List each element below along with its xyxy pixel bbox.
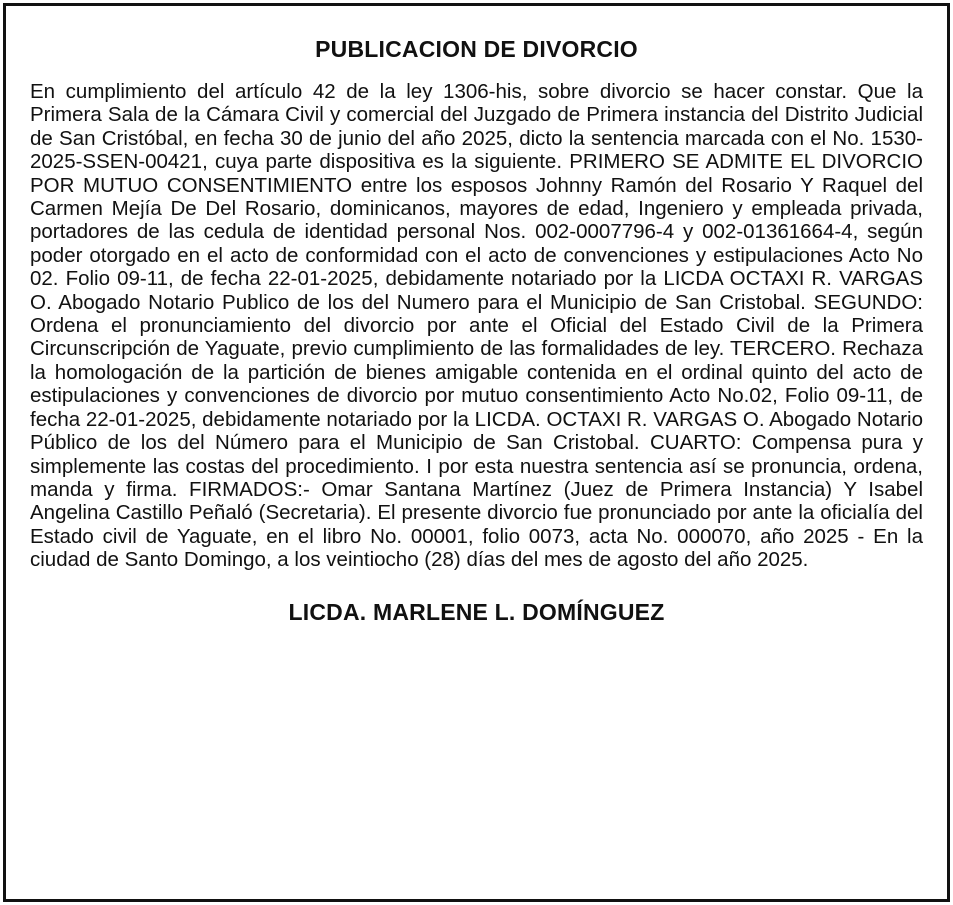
divorce-notice: [3, 3, 950, 902]
notice-body: En cumplimiento del artículo 42 de la ley 1306-his, sobre divorcio se hacer constar. Que la Primera Sala de la Cámara Civil y comercial del Juzgado de Primera instancia del Distrito Judicial de San Cristóbal, en fecha 30 de junio del año 2025, dicto la sentencia marcada con el No. 1530-2025-SSEN-00421, cuya parte dispositiva es la siguiente. PRIMERO SE ADMITE EL DIVORCIO POR MUTUO CONSENTIMIENTO entre los esposos Johnny Ramón del Rosario Y Raquel del Carmen Mejía De Del Rosario, dominicanos, mayores de edad, Ingeniero y empleada privada, portadores de las cedula de identidad personal Nos. 002-0007796-4 y 002-01361664-4, según poder otorgado en el acto de conformidad con el acto de convenciones y estipulaciones Acto No 02. Folio 09-11, de fecha 22-01-2025, debidamente notariado por la LICDA OCTAXI R. VARGAS O. Abogado Notario Publico de los del Numero para el Municipio de San Cristobal. SEGUNDO: Ordena el pronunciamiento del divorcio por ante el Oficial del Estado Civil de la Primera Circunscripción de Yaguate, previo cumplimiento de las formalidades de ley. TERCERO. Rechaza la homologación de la partición de bienes amigable contenida en el ordinal quinto del acto de estipulaciones y convenciones de divorcio por mutuo consentimiento Acto No.02, Folio 09-11, de fecha 22-01-2025, debidamente notariado por la LICDA. OCTAXI R. VARGAS O. Abogado Notario Público de los del Número para el Municipio de San Cristobal. CUARTO: Compensa pura y simplemente las costas del procedimiento. I por esta nuestra sentencia así se pronuncia, ordena, manda y firma. FIRMADOS:- Omar Santana Martínez (Juez de Primera Instancia) Y Isabel Angelina Castillo Peñaló (Secretaria). El presente divorcio fue pronunciado por ante la oficialía del Estado civil de Yaguate, en el libro No. 00001, folio 0073, acta No. 000070, año 2025 - En la ciudad de Santo Domingo, a los veintiocho (28) días del mes de agosto del año 2025.: [30, 80, 923, 572]
notice-signature: LICDA. MARLENE L. DOMÍNGUEZ: [288, 598, 665, 625]
notice-title: PUBLICACION DE DIVORCIO: [315, 36, 638, 62]
